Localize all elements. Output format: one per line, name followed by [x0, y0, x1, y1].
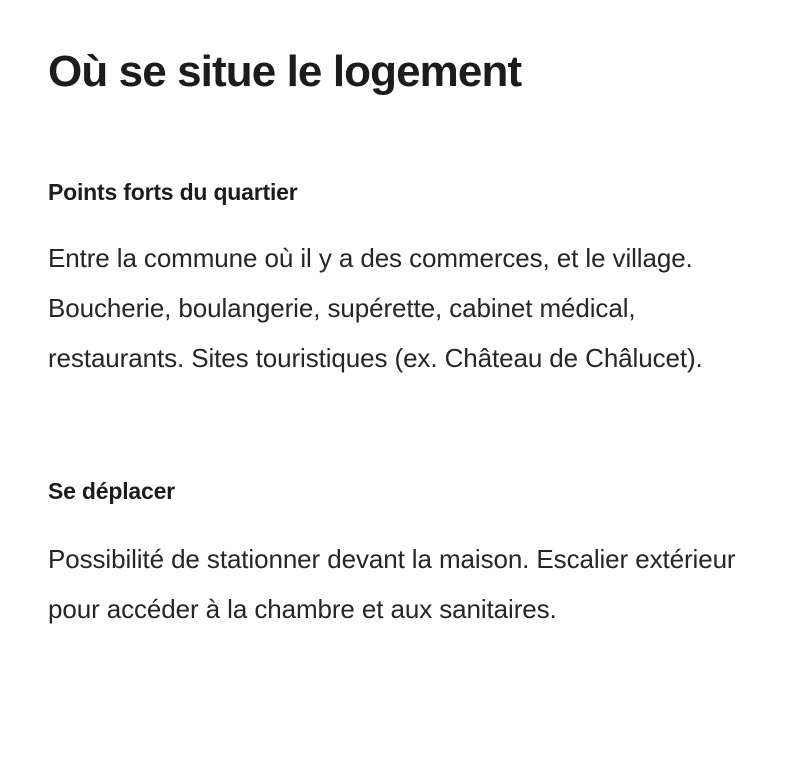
section-getting-around	[48, 476, 757, 634]
neighborhood-highlights-heading: Points forts du quartier	[48, 179, 298, 205]
section-neighborhood-highlights	[48, 177, 757, 383]
page-title: Où se situe le logement	[48, 47, 522, 96]
neighborhood-highlights-text: Entre la commune où il y a des commerces, et le village. Boucherie, boulangerie, supérette, cabinet médical, restaurants. Sites touristiques (ex. Château de Châlucet).	[48, 243, 703, 373]
getting-around-text: Possibilité de stationner devant la maison. Escalier extérieur pour accéder à la chambre et aux sanitaires.	[48, 544, 736, 624]
getting-around-heading: Se déplacer	[48, 478, 175, 504]
